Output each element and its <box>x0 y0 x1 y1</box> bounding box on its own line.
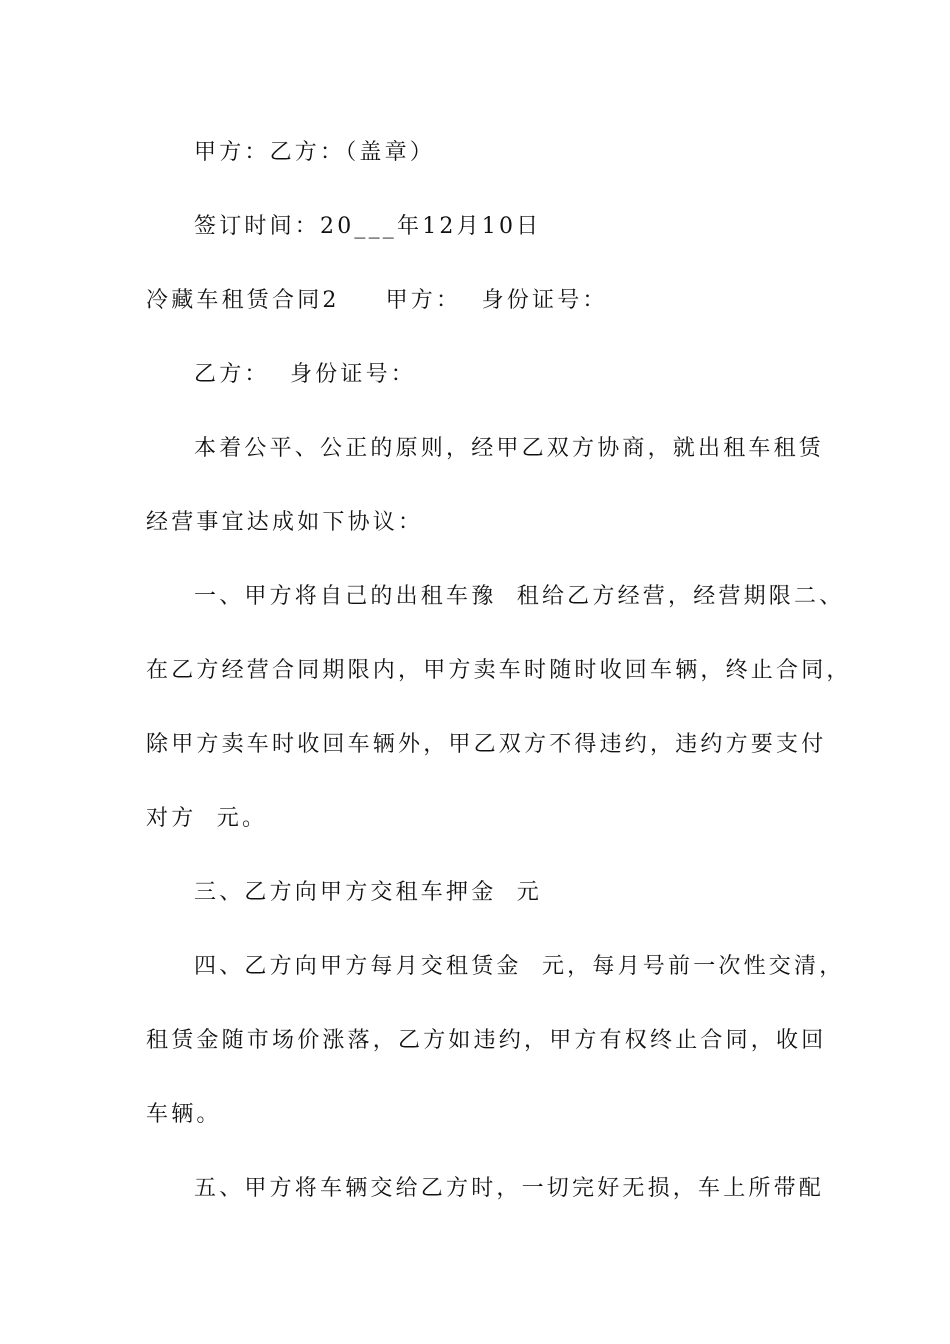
signature-parties-line: 甲方：乙方：（盖章） <box>194 140 436 165</box>
signing-date-line: 签订时间：20___年12月10日 <box>194 214 542 239</box>
clause-4-line-3: 车辆。 <box>146 1102 222 1127</box>
contract-title: 冷藏车租赁合同2 <box>146 288 340 313</box>
clause-1-line-1: 一、甲方将自己的出租车豫 租给乙方经营，经营期限二、 <box>194 584 845 609</box>
contract-title-line <box>146 288 608 314</box>
clause-3-line-1: 三、乙方向甲方交租车押金 元 <box>194 880 542 905</box>
clause-4-line-2: 租赁金随市场价涨落，乙方如违约，甲方有权终止合同，收回 <box>146 1028 827 1053</box>
clause-2-line-2: 除甲方卖车时收回车辆外，甲乙双方不得违约，违约方要支付 <box>146 732 827 757</box>
clause-5-line-1: 五、甲方将车辆交给乙方时，一切完好无损，车上所带配 <box>194 1176 825 1201</box>
clause-2-line-1: 在乙方经营合同期限内，甲方卖车时随时收回车辆，终止合同， <box>146 658 852 683</box>
paragraph-intro-line-1: 本着公平、公正的原则，经甲乙双方协商，就出租车租赁 <box>194 436 825 461</box>
paragraph-intro-line-2: 经营事宜达成如下协议： <box>146 510 424 535</box>
party-a-id-line: 甲方： 身份证号： <box>385 288 608 313</box>
clause-2-line-3: 对方 元。 <box>146 806 268 831</box>
clause-4-line-1: 四、乙方向甲方每月交租赁金 元，每月号前一次性交清， <box>194 954 845 979</box>
party-b-id-line: 乙方： 身份证号： <box>194 362 416 387</box>
